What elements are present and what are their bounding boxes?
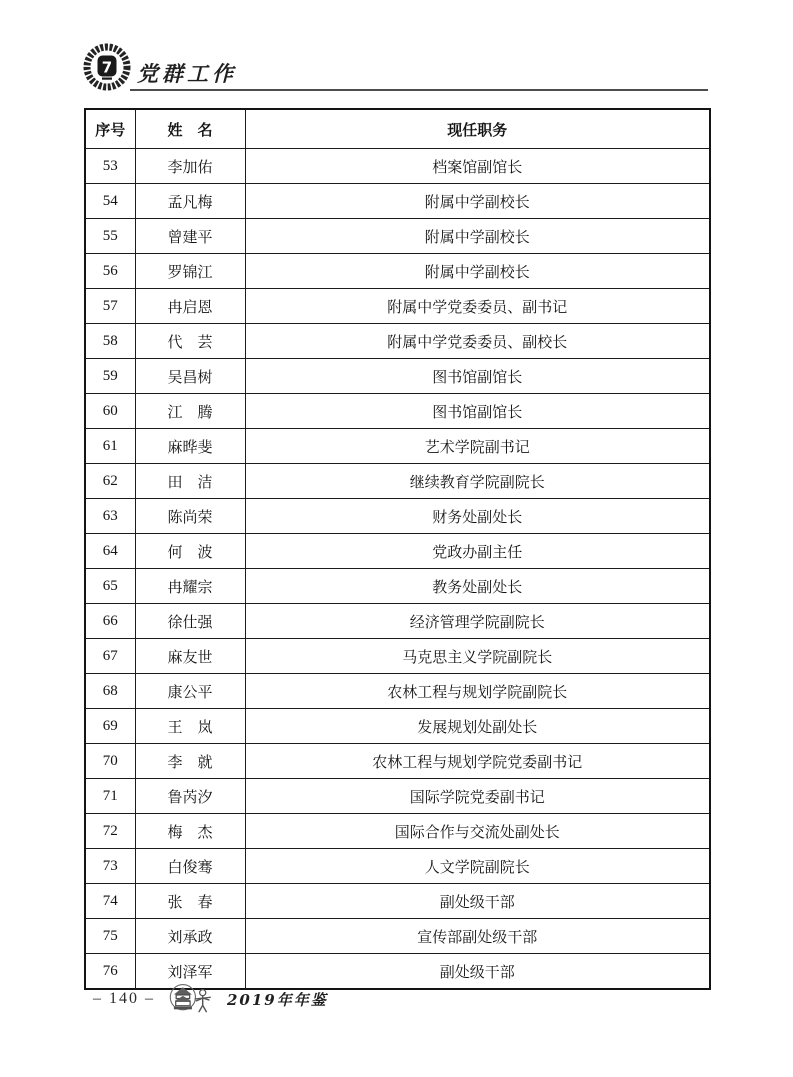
row-index: 70	[85, 744, 135, 779]
table-row	[85, 709, 710, 744]
person-name: 冉耀宗	[135, 569, 245, 604]
person-name: 梅 杰	[135, 814, 245, 849]
current-position: 图书馆副馆长	[245, 359, 710, 394]
table-row	[85, 919, 710, 954]
officials-roster-table	[84, 108, 711, 990]
row-index: 56	[85, 254, 135, 289]
person-name: 冉启恩	[135, 289, 245, 324]
row-index: 57	[85, 289, 135, 324]
section-title: 党群工作	[137, 61, 237, 86]
row-index: 66	[85, 604, 135, 639]
table-row	[85, 534, 710, 569]
person-name: 李加佑	[135, 149, 245, 184]
row-index: 59	[85, 359, 135, 394]
current-position: 国际学院党委副书记	[245, 779, 710, 814]
table-row	[85, 464, 710, 499]
table-row	[85, 639, 710, 674]
person-name: 陈尚荣	[135, 499, 245, 534]
person-name: 田 洁	[135, 464, 245, 499]
row-index: 62	[85, 464, 135, 499]
header-rule	[130, 89, 708, 91]
row-index: 67	[85, 639, 135, 674]
current-position: 马克思主义学院副院长	[245, 639, 710, 674]
university-seal-icon	[83, 43, 131, 91]
person-name: 麻晔斐	[135, 429, 245, 464]
person-name: 刘承政	[135, 919, 245, 954]
row-index: 71	[85, 779, 135, 814]
row-index: 65	[85, 569, 135, 604]
row-index: 69	[85, 709, 135, 744]
person-name: 麻友世	[135, 639, 245, 674]
person-name: 王 岚	[135, 709, 245, 744]
table-row	[85, 324, 710, 359]
person-name: 徐仕强	[135, 604, 245, 639]
current-position: 财务处副处长	[245, 499, 710, 534]
university-seal-logo	[83, 43, 131, 91]
current-position: 副处级干部	[245, 884, 710, 919]
current-position: 党政办副主任	[245, 534, 710, 569]
table-row	[85, 604, 710, 639]
page-footer	[93, 978, 328, 1020]
person-name: 白俊骞	[135, 849, 245, 884]
row-index: 64	[85, 534, 135, 569]
table-row	[85, 289, 710, 324]
col-header-index: 序号	[85, 109, 135, 149]
yearbook-label: 2019年年鉴	[227, 990, 328, 1009]
person-name: 吴昌树	[135, 359, 245, 394]
table-row	[85, 744, 710, 779]
person-name: 孟凡梅	[135, 184, 245, 219]
row-index: 68	[85, 674, 135, 709]
row-index: 72	[85, 814, 135, 849]
col-header-name: 姓 名	[135, 109, 245, 149]
table-row	[85, 814, 710, 849]
table-row	[85, 359, 710, 394]
table-row	[85, 674, 710, 709]
current-position: 宣传部副处级干部	[245, 919, 710, 954]
current-position: 国际合作与交流处副处长	[245, 814, 710, 849]
person-name: 罗锦江	[135, 254, 245, 289]
current-position: 档案馆副馆长	[245, 149, 710, 184]
row-index: 58	[85, 324, 135, 359]
table-row	[85, 254, 710, 289]
row-index: 53	[85, 149, 135, 184]
table-row	[85, 219, 710, 254]
table-row	[85, 499, 710, 534]
current-position: 附属中学副校长	[245, 254, 710, 289]
current-position: 附属中学副校长	[245, 219, 710, 254]
table-row	[85, 429, 710, 464]
row-index: 73	[85, 849, 135, 884]
row-index: 60	[85, 394, 135, 429]
person-name: 李 就	[135, 744, 245, 779]
current-position: 附属中学党委委员、副书记	[245, 289, 710, 324]
current-position: 继续教育学院副院长	[245, 464, 710, 499]
person-name: 江 腾	[135, 394, 245, 429]
svg-text:7: 7	[101, 58, 113, 77]
person-name: 刘泽军	[135, 954, 245, 990]
current-position: 副处级干部	[245, 954, 710, 990]
yearbook-mascot-icon	[164, 980, 218, 1018]
row-index: 54	[85, 184, 135, 219]
table-row	[85, 149, 710, 184]
row-index: 75	[85, 919, 135, 954]
current-position: 农林工程与规划学院副院长	[245, 674, 710, 709]
person-name: 曾建平	[135, 219, 245, 254]
row-index: 76	[85, 954, 135, 990]
current-position: 图书馆副馆长	[245, 394, 710, 429]
col-header-position: 现任职务	[245, 109, 710, 149]
current-position: 附属中学副校长	[245, 184, 710, 219]
current-position: 教务处副处长	[245, 569, 710, 604]
current-position: 发展规划处副处长	[245, 709, 710, 744]
row-index: 55	[85, 219, 135, 254]
person-name: 张 春	[135, 884, 245, 919]
person-name: 康公平	[135, 674, 245, 709]
table-header-row	[85, 109, 710, 149]
table-row	[85, 569, 710, 604]
person-name: 代 芸	[135, 324, 245, 359]
person-name: 何 波	[135, 534, 245, 569]
current-position: 农林工程与规划学院党委副书记	[245, 744, 710, 779]
table-row	[85, 849, 710, 884]
row-index: 63	[85, 499, 135, 534]
current-position: 经济管理学院副院长	[245, 604, 710, 639]
row-index: 61	[85, 429, 135, 464]
page-number: – 140 –	[93, 990, 155, 1007]
table-row	[85, 184, 710, 219]
row-index: 74	[85, 884, 135, 919]
table-row	[85, 884, 710, 919]
current-position: 附属中学党委委员、副校长	[245, 324, 710, 359]
person-name: 鲁芮汐	[135, 779, 245, 814]
current-position: 艺术学院副书记	[245, 429, 710, 464]
table-row	[85, 394, 710, 429]
current-position: 人文学院副院长	[245, 849, 710, 884]
table-row	[85, 779, 710, 814]
